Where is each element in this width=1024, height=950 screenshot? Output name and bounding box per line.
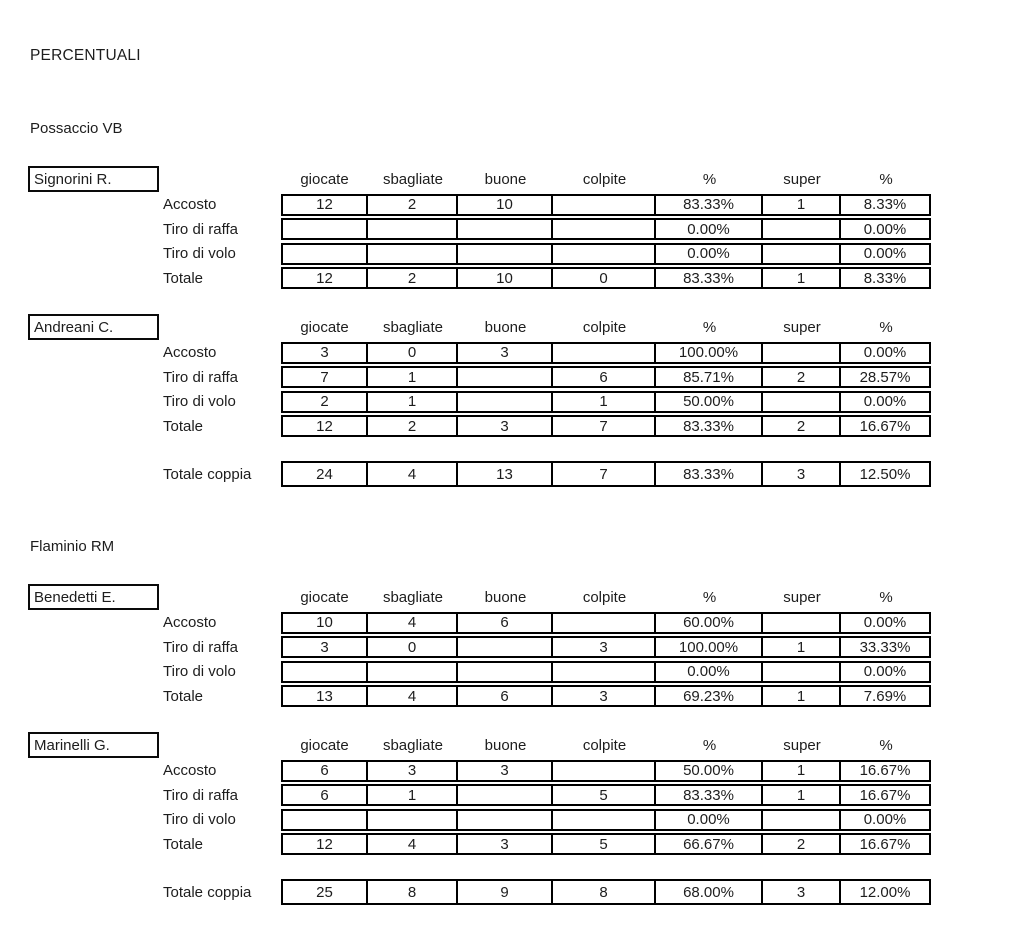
table-cell: 1 <box>763 760 841 782</box>
table-cell: 2 <box>763 833 841 855</box>
table-cell: 16.67% <box>841 415 931 437</box>
table-body <box>163 879 931 908</box>
table-cell: 0 <box>368 636 458 658</box>
table-row <box>163 833 931 855</box>
table-cell: 50.00% <box>656 391 763 413</box>
table-cell: 3 <box>553 685 656 707</box>
table-cell <box>458 366 553 388</box>
column-header-row <box>281 166 931 192</box>
table-cell: 1 <box>763 267 841 289</box>
table-cell: 0.00% <box>656 243 763 265</box>
table-cell: 3 <box>763 461 841 487</box>
table-cell: 2 <box>763 415 841 437</box>
table-cell: 1 <box>763 685 841 707</box>
table-cell <box>458 636 553 658</box>
column-header: % <box>702 588 717 606</box>
column-header: giocate <box>300 588 349 606</box>
table-cell <box>553 342 656 364</box>
table-cell <box>368 218 458 240</box>
column-header: sbagliate <box>382 588 444 606</box>
table-cell: 7 <box>281 366 368 388</box>
table-cell: 2 <box>281 391 368 413</box>
row-label: Tiro di raffa <box>163 368 239 386</box>
table-cell: 5 <box>553 833 656 855</box>
column-header: giocate <box>300 318 349 336</box>
table-cell: 3 <box>763 879 841 905</box>
player-name: Benedetti E. <box>34 588 116 606</box>
table-cell: 0.00% <box>841 612 931 634</box>
row-label: Tiro di raffa <box>163 220 239 238</box>
table-cell <box>458 218 553 240</box>
table-cell <box>281 243 368 265</box>
table-cell: 7 <box>553 415 656 437</box>
row-label: Tiro di raffa <box>163 786 239 804</box>
page-title: PERCENTUALI <box>30 47 141 64</box>
table-cell: 16.67% <box>841 833 931 855</box>
table-cell: 13 <box>281 685 368 707</box>
table-cell <box>763 218 841 240</box>
table-row <box>163 391 931 413</box>
table-cell: 66.67% <box>656 833 763 855</box>
table-cell: 12 <box>281 415 368 437</box>
table-cell: 3 <box>553 636 656 658</box>
table-cell: 83.33% <box>656 461 763 487</box>
table-row <box>163 685 931 707</box>
table-cell: 0 <box>553 267 656 289</box>
column-header: sbagliate <box>382 736 444 754</box>
column-header: % <box>702 170 717 188</box>
row-label: Accosto <box>163 344 217 361</box>
player-name-box <box>28 732 159 758</box>
column-header-row <box>281 314 931 340</box>
table-cell: 10 <box>458 194 553 216</box>
column-header: % <box>879 588 893 606</box>
table-cell: 33.33% <box>841 636 931 658</box>
table-cell <box>281 809 368 831</box>
row-label: Totale <box>163 835 204 853</box>
column-header-row <box>281 584 931 610</box>
table-cell: 83.33% <box>656 415 763 437</box>
totale-coppia-label: Totale coppia <box>163 465 252 483</box>
table-cell: 16.67% <box>841 760 931 782</box>
table-cell: 1 <box>553 391 656 413</box>
row-label: Tiro di volo <box>163 811 236 828</box>
table-body <box>163 342 931 440</box>
table-cell <box>763 809 841 831</box>
table-cell: 83.33% <box>656 194 763 216</box>
table-cell: 4 <box>368 833 458 855</box>
table-row <box>163 760 931 782</box>
column-header: colpite <box>582 588 627 606</box>
table-cell <box>553 612 656 634</box>
table-cell <box>553 661 656 683</box>
column-header: % <box>879 170 893 188</box>
table-cell <box>281 218 368 240</box>
table-row <box>163 342 931 364</box>
table-cell: 68.00% <box>656 879 763 905</box>
table-cell: 25 <box>281 879 368 905</box>
table-cell: 8 <box>368 879 458 905</box>
table-cell <box>458 784 553 806</box>
table-cell: 1 <box>368 391 458 413</box>
player-name-box <box>28 314 159 340</box>
table-cell: 0.00% <box>656 809 763 831</box>
table-cell: 9 <box>458 879 553 905</box>
table-row <box>163 809 931 831</box>
table-cell: 7 <box>553 461 656 487</box>
row-label: Totale <box>163 687 204 705</box>
totale-coppia-label: Totale coppia <box>163 883 252 901</box>
table-cell: 3 <box>281 342 368 364</box>
column-header: sbagliate <box>382 170 444 188</box>
column-header: giocate <box>300 170 349 188</box>
table-cell: 100.00% <box>656 636 763 658</box>
table-cell: 6 <box>553 366 656 388</box>
table-cell <box>763 243 841 265</box>
table-cell: 2 <box>368 194 458 216</box>
table-cell <box>553 243 656 265</box>
table-row <box>163 636 931 658</box>
table-cell: 0.00% <box>841 243 931 265</box>
column-header: colpite <box>582 736 627 754</box>
table-cell <box>281 661 368 683</box>
table-cell: 3 <box>458 342 553 364</box>
table-row <box>163 612 931 634</box>
table-cell: 1 <box>763 784 841 806</box>
table-cell: 12 <box>281 833 368 855</box>
table-cell: 4 <box>368 685 458 707</box>
table-cell: 83.33% <box>656 267 763 289</box>
table-cell: 8 <box>553 879 656 905</box>
table-row <box>163 784 931 806</box>
table-cell: 10 <box>458 267 553 289</box>
table-cell: 100.00% <box>656 342 763 364</box>
column-header: super <box>783 170 821 188</box>
table-cell: 83.33% <box>656 784 763 806</box>
table-body <box>163 760 931 858</box>
table-cell <box>763 342 841 364</box>
table-cell: 3 <box>458 760 553 782</box>
table-row <box>163 243 931 265</box>
table-cell: 1 <box>763 194 841 216</box>
table-cell <box>553 760 656 782</box>
row-label: Tiro di raffa <box>163 638 239 656</box>
row-label: Accosto <box>163 196 217 213</box>
column-header: super <box>783 736 821 754</box>
table-cell: 12.50% <box>841 461 931 487</box>
table-cell: 0.00% <box>841 809 931 831</box>
column-header: % <box>879 318 893 336</box>
row-label: Totale <box>163 417 204 435</box>
table-cell <box>458 243 553 265</box>
column-header: giocate <box>300 736 349 754</box>
table-cell: 69.23% <box>656 685 763 707</box>
player-name: Signorini R. <box>34 170 112 188</box>
column-header: buone <box>484 170 527 188</box>
table-cell <box>553 194 656 216</box>
table-cell: 0.00% <box>656 218 763 240</box>
column-header: colpite <box>582 318 627 336</box>
table-cell: 0 <box>368 342 458 364</box>
table-body <box>163 612 931 710</box>
table-cell: 6 <box>458 612 553 634</box>
table-cell <box>553 218 656 240</box>
table-cell <box>458 661 553 683</box>
column-header: % <box>702 318 717 336</box>
table-cell: 6 <box>281 784 368 806</box>
totale-coppia-row <box>163 879 931 905</box>
table-cell: 4 <box>368 461 458 487</box>
table-cell: 12 <box>281 267 368 289</box>
table-cell <box>763 391 841 413</box>
table-cell <box>458 809 553 831</box>
table-cell <box>368 809 458 831</box>
row-label: Tiro di volo <box>163 245 236 262</box>
table-cell: 28.57% <box>841 366 931 388</box>
row-label: Tiro di volo <box>163 393 236 410</box>
column-header: % <box>702 736 717 754</box>
table-cell <box>763 612 841 634</box>
table-cell: 0.00% <box>656 661 763 683</box>
table-cell: 8.33% <box>841 267 931 289</box>
table-cell <box>368 661 458 683</box>
row-label: Totale <box>163 269 204 287</box>
table-cell: 12.00% <box>841 879 931 905</box>
row-label: Accosto <box>163 762 217 779</box>
column-header: colpite <box>582 170 627 188</box>
column-header: sbagliate <box>382 318 444 336</box>
table-cell: 2 <box>368 415 458 437</box>
table-cell: 7.69% <box>841 685 931 707</box>
table-cell: 6 <box>281 760 368 782</box>
table-cell <box>458 391 553 413</box>
column-header: buone <box>484 318 527 336</box>
table-cell <box>553 809 656 831</box>
table-cell: 13 <box>458 461 553 487</box>
table-row <box>163 194 931 216</box>
team-label-possaccio: Possaccio VB <box>30 120 123 137</box>
table-row <box>163 267 931 289</box>
table-cell: 0.00% <box>841 391 931 413</box>
table-row <box>163 415 931 437</box>
table-cell: 3 <box>281 636 368 658</box>
player-name: Andreani C. <box>34 318 114 336</box>
table-row <box>163 366 931 388</box>
column-header: buone <box>484 736 527 754</box>
totale-coppia-row <box>163 461 931 487</box>
table-cell: 2 <box>763 366 841 388</box>
table-cell: 8.33% <box>841 194 931 216</box>
table-cell: 4 <box>368 612 458 634</box>
player-name: Marinelli G. <box>34 736 110 754</box>
table-cell: 0.00% <box>841 661 931 683</box>
table-row <box>163 661 931 683</box>
table-cell: 1 <box>368 366 458 388</box>
column-header: % <box>879 736 893 754</box>
table-cell: 50.00% <box>656 760 763 782</box>
table-cell: 3 <box>458 833 553 855</box>
table-cell: 10 <box>281 612 368 634</box>
row-label: Tiro di volo <box>163 663 236 680</box>
table-body <box>163 194 931 292</box>
table-body <box>163 461 931 490</box>
table-cell: 0.00% <box>841 218 931 240</box>
table-cell: 12 <box>281 194 368 216</box>
table-cell: 0.00% <box>841 342 931 364</box>
table-cell: 1 <box>368 784 458 806</box>
player-name-box <box>28 584 159 610</box>
column-header: buone <box>484 588 527 606</box>
row-label: Accosto <box>163 614 217 631</box>
column-header: super <box>783 588 821 606</box>
table-cell: 16.67% <box>841 784 931 806</box>
table-cell: 2 <box>368 267 458 289</box>
table-cell: 24 <box>281 461 368 487</box>
table-row <box>163 218 931 240</box>
player-name-box <box>28 166 159 192</box>
column-header: super <box>783 318 821 336</box>
table-cell: 85.71% <box>656 366 763 388</box>
table-cell <box>763 661 841 683</box>
table-cell <box>368 243 458 265</box>
table-cell: 3 <box>458 415 553 437</box>
table-cell: 5 <box>553 784 656 806</box>
table-cell: 1 <box>763 636 841 658</box>
column-header-row <box>281 732 931 758</box>
team-label-flaminio: Flaminio RM <box>30 538 115 555</box>
table-cell: 6 <box>458 685 553 707</box>
table-cell: 3 <box>368 760 458 782</box>
table-cell: 60.00% <box>656 612 763 634</box>
